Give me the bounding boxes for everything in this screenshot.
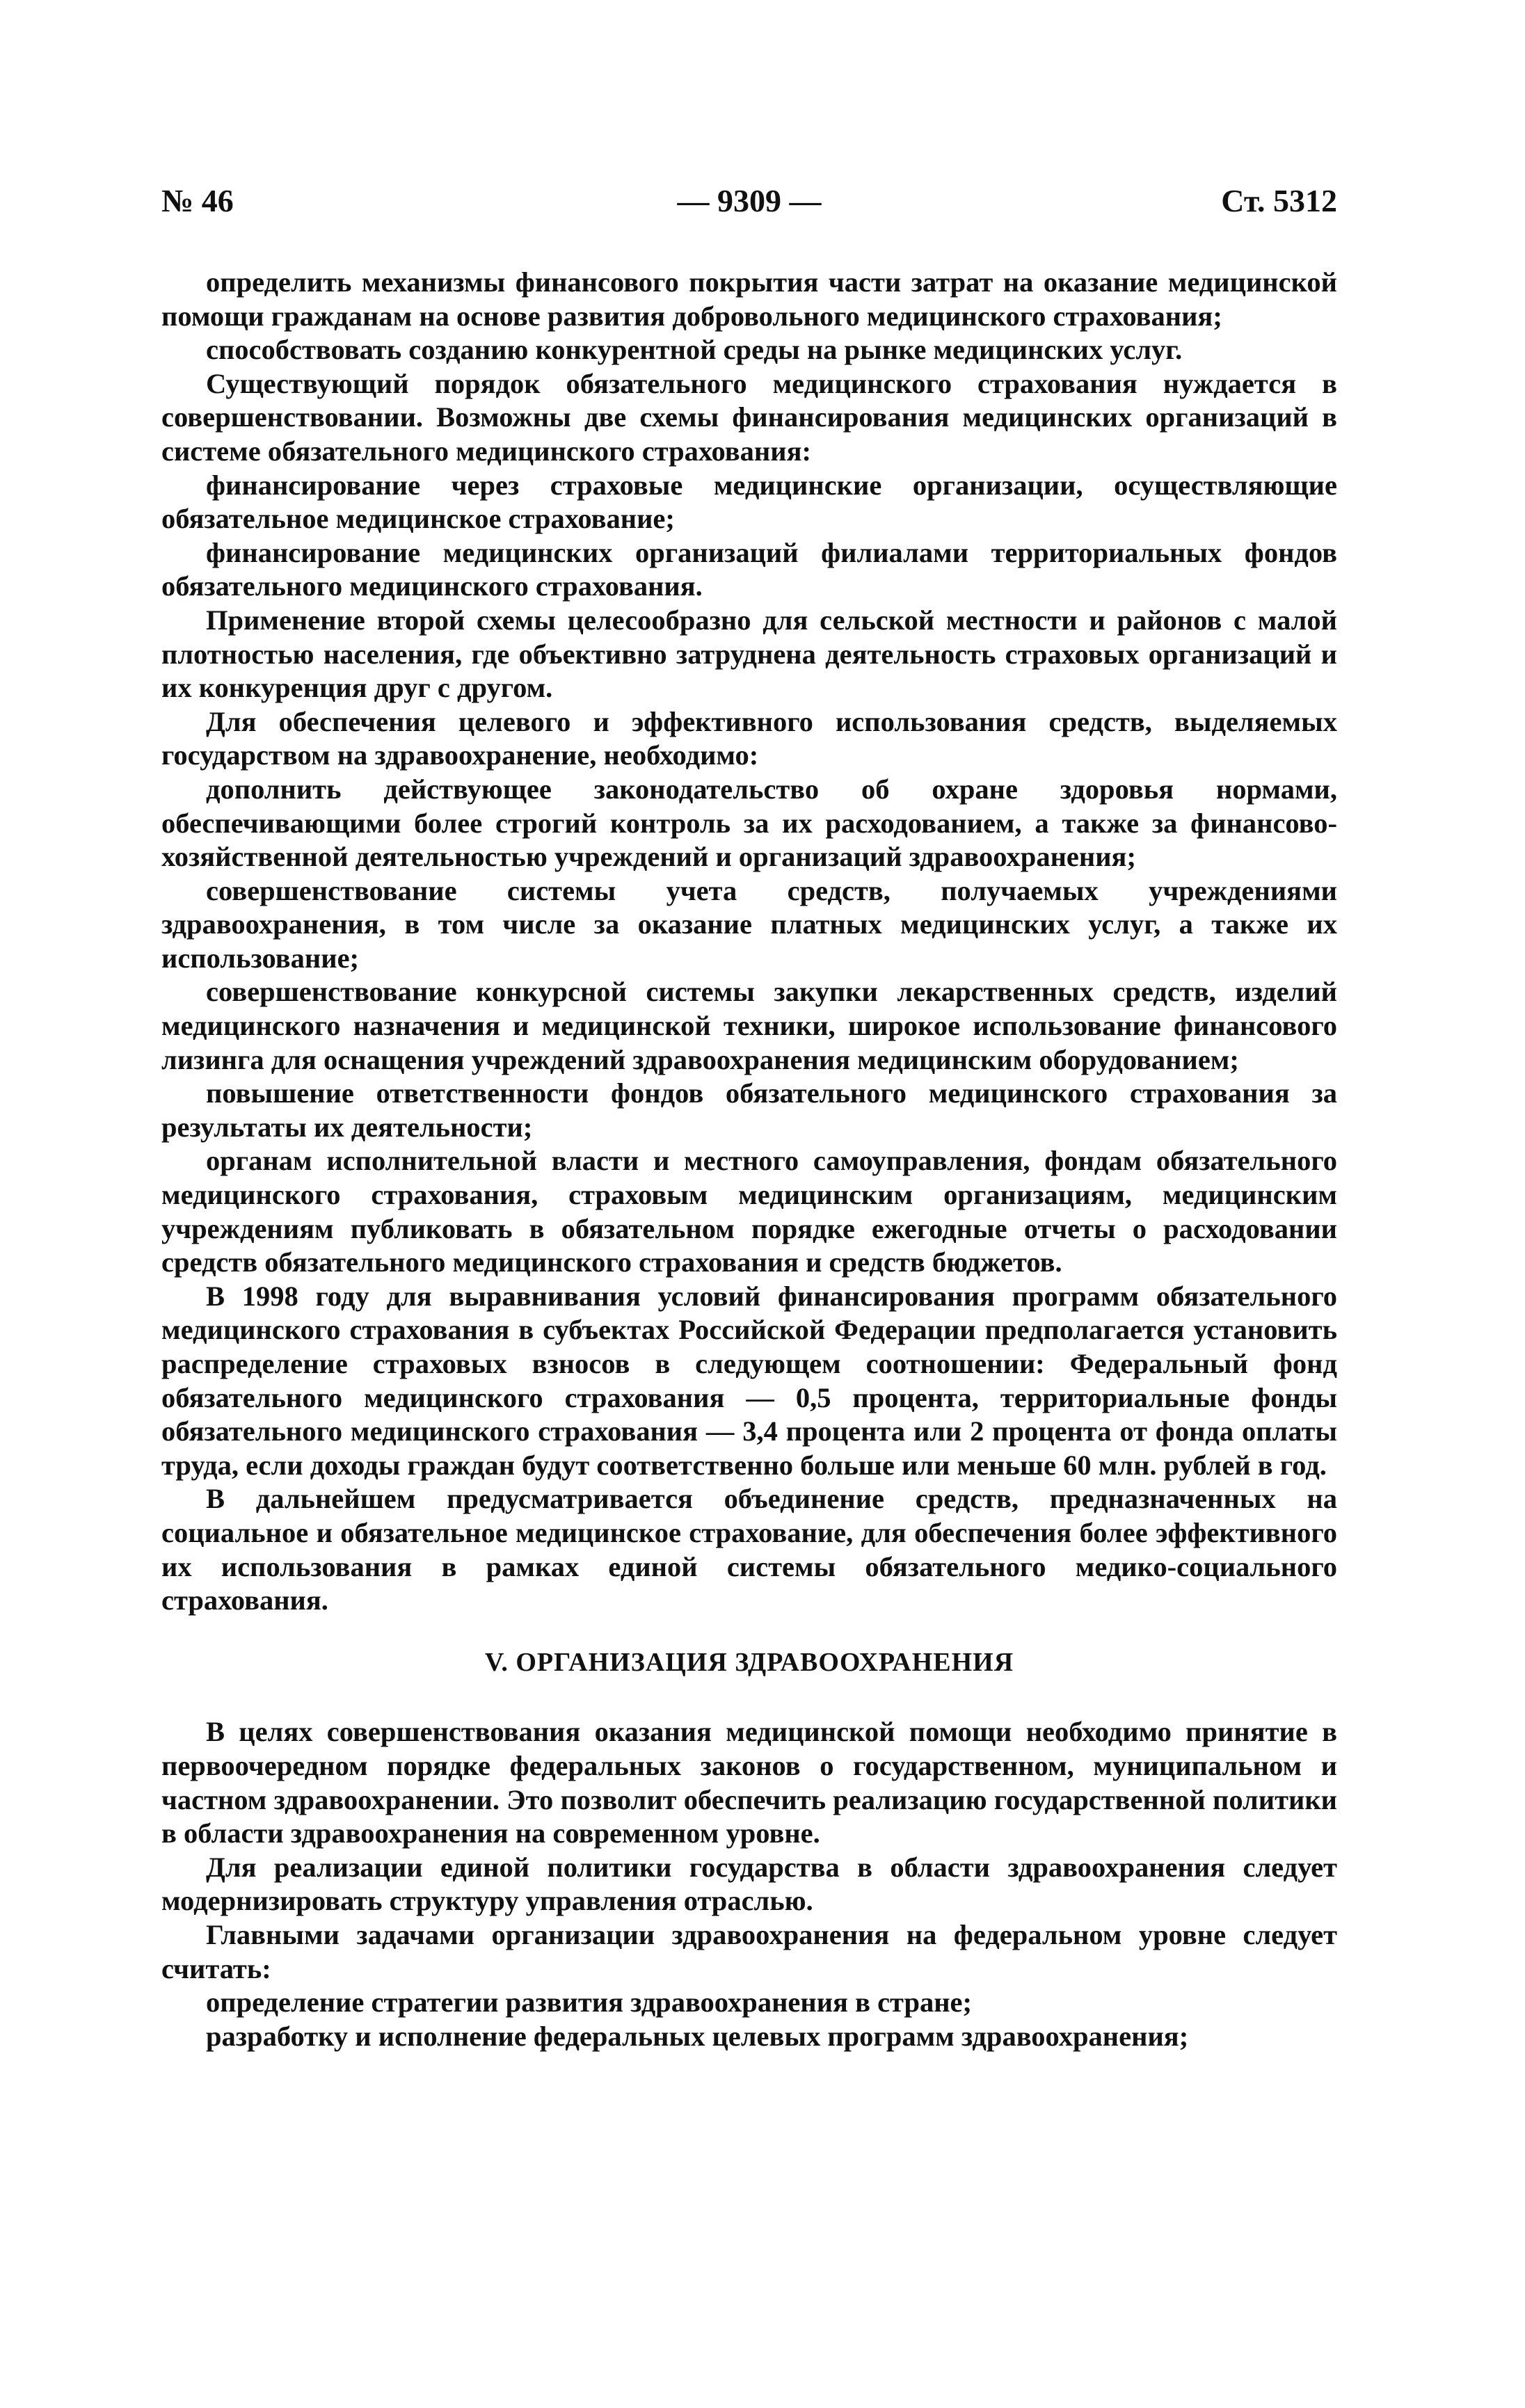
paragraph: органам исполнительной власти и местного самоуправления, фондам обязательного медицинского страхования, страховым медицинским организациям, медицинским учреждениям публиковать в обязательном порядке ежегодные отчеты о расходовании средств обязательного медицинского страхования и средств бюджетов. bbox=[161, 1145, 1337, 1278]
paragraph: способствовать созданию конкурентной среды на рынке медицинских услуг. bbox=[206, 334, 1183, 366]
paragraph: определить механизмы финансового покрытия части затрат на оказание медицинской помощи гражданам на основе развития добровольного медицинского страхования; bbox=[161, 266, 1337, 332]
paragraph: дополнить действующее законодательство об охране здоровья нормами, обеспечивающими более строгий контроль за их расходованием, а также за финансово-хозяйственной деятельностью учреждений и организаций здравоохранения; bbox=[161, 773, 1337, 873]
issue-number: № 46 bbox=[161, 183, 234, 218]
page-number: — 9309 — bbox=[677, 183, 822, 218]
paragraph: В дальнейшем предусматривается объединение средств, предназначенных на социальное и обязательное медицинское страхование, для обеспечения более эффективного их использования в рамках единой системы обязательного медико-социального страхования. bbox=[161, 1483, 1337, 1616]
paragraph: совершенствование системы учета средств, получаемых учреждениями здравоохранения, в том числе за оказание платных медицинских услуг, а также их использование; bbox=[161, 874, 1337, 974]
paragraph: повышение ответственности фондов обязательного медицинского страхования за результаты их деятельности; bbox=[161, 1077, 1337, 1143]
paragraph: совершенствование конкурсной системы закупки лекарственных средств, изделий медицинского назначения и медицинской техники, широкое использование финансового лизинга для оснащения учреждений здравоохранения медицинским оборудованием; bbox=[161, 976, 1337, 1075]
paragraph: В 1998 году для выравнивания условий финансирования программ обязательного медицинского страхования в субъектах Российской Федерации предполагается установить распределение страховых взносов в следующем соотношении: Федеральный фонд обязательного медицинского страхования — 0,5 процента, территориальные фонды обязательного медицинского страхования — 3,4 процента или 2 процента от фонда оплаты труда, если доходы граждан будут соответственно больше или меньше 60 млн. рублей в год. bbox=[161, 1280, 1337, 1481]
paragraph: Главными задачами организации здравоохранения на федеральном уровне следует считать: bbox=[161, 1918, 1337, 1984]
paragraph: разработку и исполнение федеральных целевых программ здравоохранения; bbox=[206, 2020, 1189, 2052]
paragraph: Применение второй схемы целесообразно для сельской местности и районов с малой плотностью населения, где объективно затруднена деятельность страховых организаций и их конкуренция друг с другом. bbox=[161, 604, 1337, 704]
paragraph: В целях совершенствования оказания медицинской помощи необходимо принятие в первоочередном порядке федеральных законов о государственном, муниципальном и частном здравоохранении. Это позволит обеспечить реализацию государственной политики в области здравоохранения на современном уровне. bbox=[161, 1716, 1337, 1849]
page-header bbox=[161, 182, 1337, 231]
paragraph: Существующий порядок обязательного медицинского страхования нуждается в совершенствовании. Возможны две схемы финансирования медицинских организаций в системе обязательного медицинского страхования: bbox=[161, 367, 1337, 467]
section-heading: V. ОРГАНИЗАЦИЯ ЗДРАВООХРАНЕНИЯ bbox=[484, 1647, 1014, 1677]
paragraph: определение стратегии развития здравоохранения в стране; bbox=[206, 1986, 973, 2018]
paragraph: Для обеспечения целевого и эффективного использования средств, выделяемых государством на здравоохранение, необходимо: bbox=[161, 705, 1337, 771]
paragraph: финансирование через страховые медицинские организации, осуществляющие обязательное медицинское страхование; bbox=[161, 469, 1337, 535]
paragraph: финансирование медицинских организаций филиалами территориальных фондов обязательного медицинского страхования. bbox=[161, 536, 1337, 602]
paragraph: Для реализации единой политики государства в области здравоохранения следует модернизировать структуру управления отраслью. bbox=[161, 1851, 1337, 1917]
document-page bbox=[161, 0, 1337, 2408]
article-number: Ст. 5312 bbox=[1221, 183, 1337, 218]
document-body bbox=[161, 266, 1337, 2053]
